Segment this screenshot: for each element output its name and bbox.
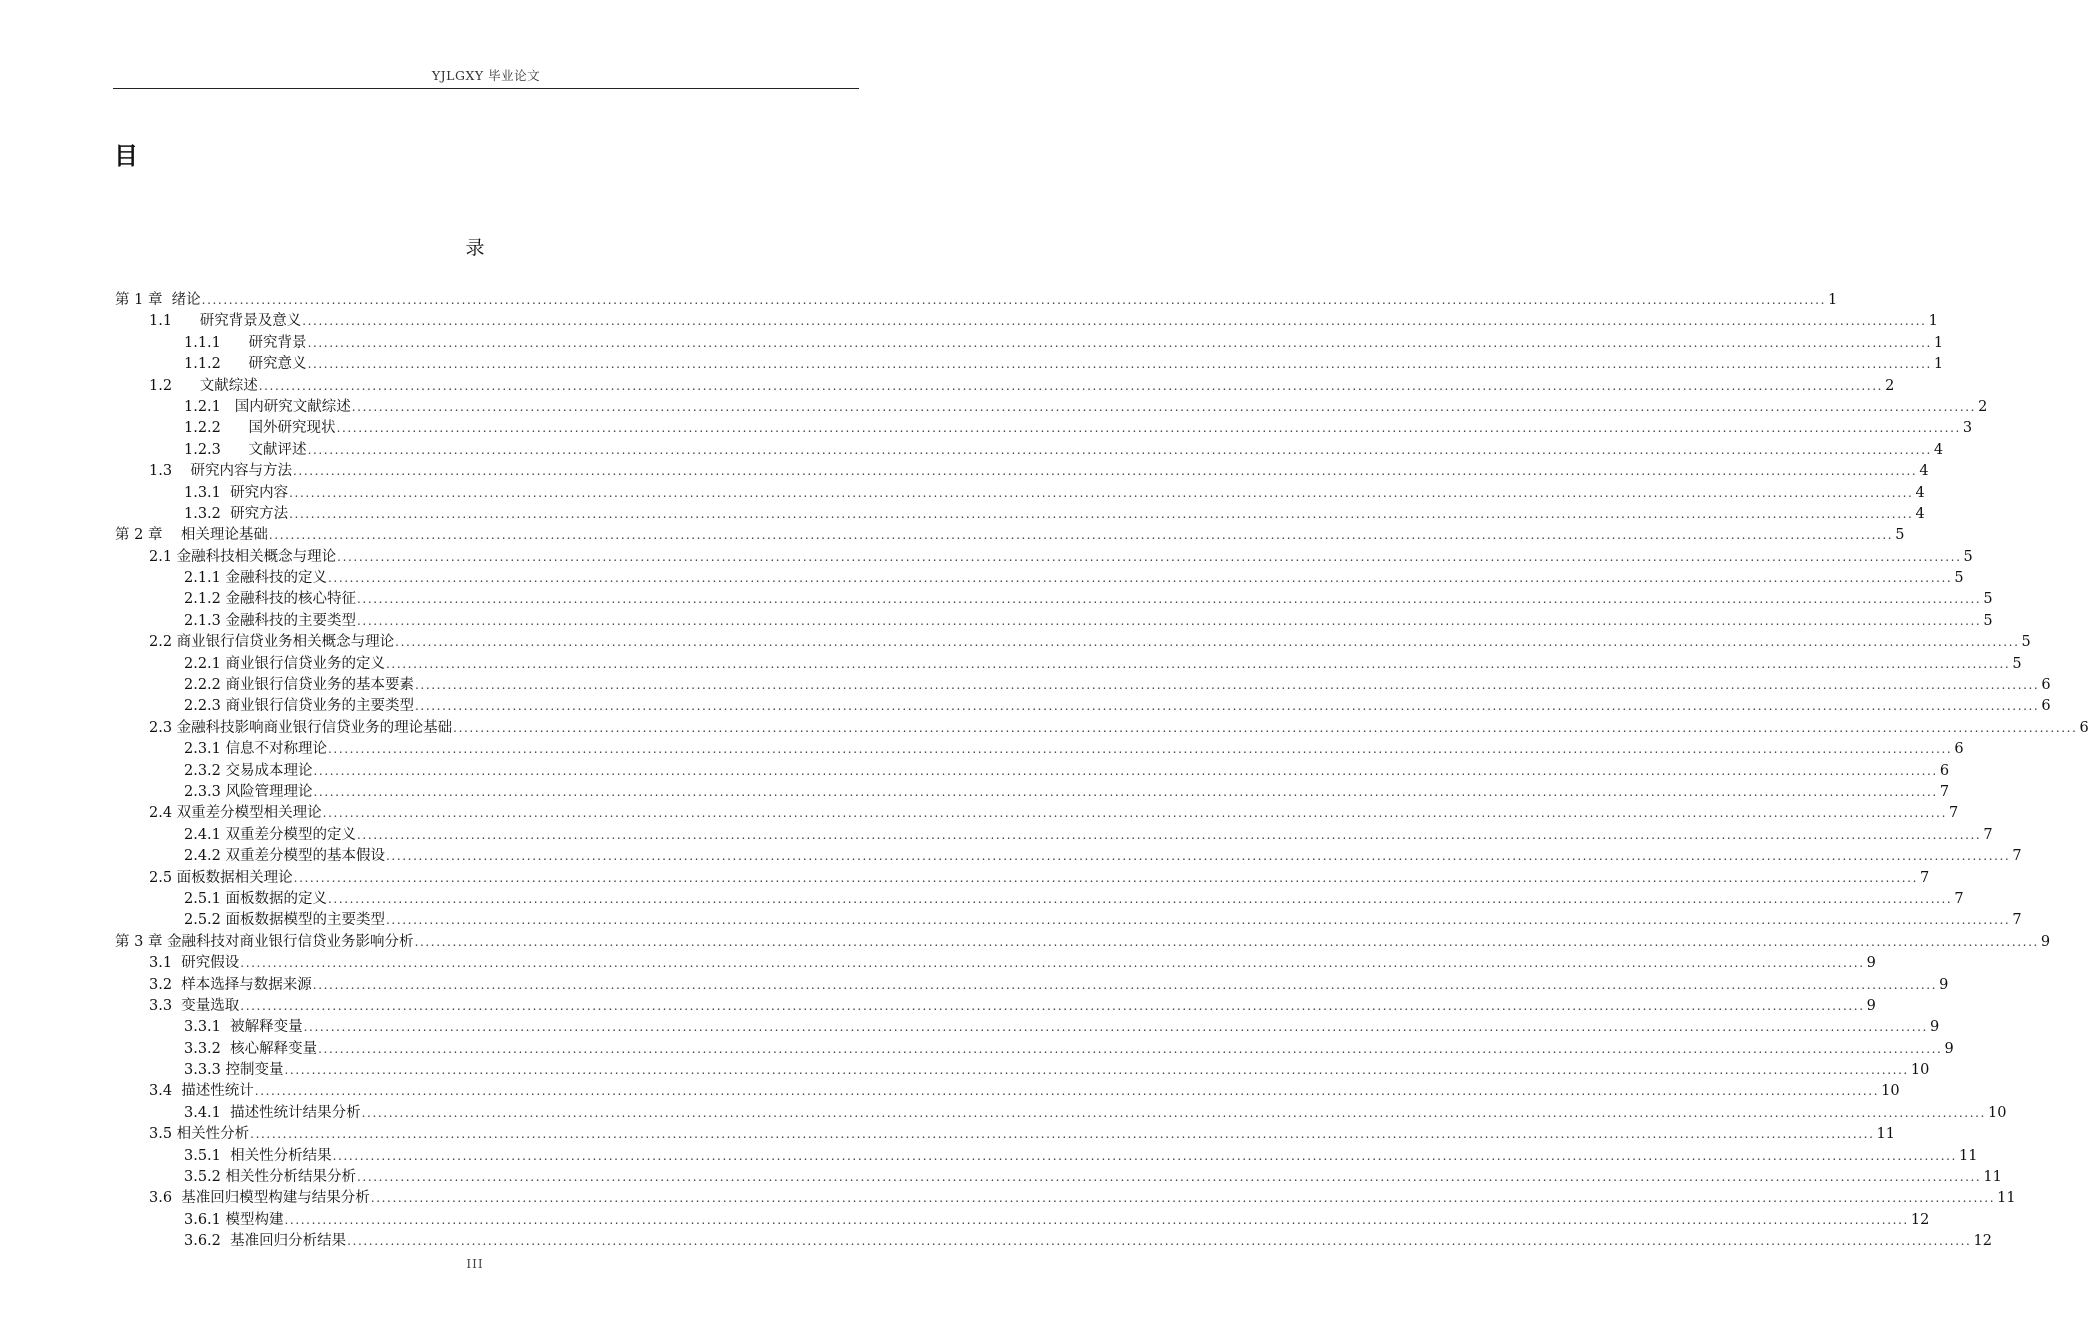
toc-entry-page: 12 — [1973, 1233, 1992, 1250]
toc-entry-page: 5 — [1895, 527, 1905, 544]
toc-dot-leader: ............................................................................................................................................................................................................................................................................................................ — [328, 891, 1953, 906]
toc-entry-label: 2.5.2 面板数据模型的主要类型 — [184, 912, 386, 929]
toc-entry[interactable] — [113, 825, 1993, 846]
toc-entry-page: 5 — [2021, 634, 2031, 651]
toc-entry[interactable] — [113, 1188, 2016, 1209]
toc-entry[interactable] — [113, 996, 1876, 1017]
toc-entry[interactable] — [113, 290, 1838, 311]
toc-dot-leader: ............................................................................................................................................................................................................................................................................................................ — [240, 998, 1865, 1013]
toc-dot-leader: ............................................................................................................................................................................................................................................................................................................ — [313, 784, 1938, 799]
toc-entry-page: 6 — [2041, 698, 2051, 715]
toc-dot-leader: ............................................................................................................................................................................................................................................................................................................ — [415, 699, 2040, 714]
toc-entry-label: 3.5 相关性分析 — [149, 1126, 250, 1143]
toc-entry-label: 2.4.2 双重差分模型的基本假设 — [184, 848, 386, 865]
toc-entry-label: 1.2 文献综述 — [149, 377, 258, 394]
toc-entry-label: 3.3.3 控制变量 — [184, 1062, 284, 1079]
toc-dot-leader: ............................................................................................................................................................................................................................................................................................................ — [332, 1148, 1957, 1163]
toc-entry[interactable] — [113, 654, 2022, 675]
toc-entry-label: 3.6.2 基准回归分析结果 — [184, 1233, 347, 1250]
toc-entry-page: 10 — [1910, 1062, 1930, 1079]
toc-dot-leader: ............................................................................................................................................................................................................................................................................................................ — [357, 1170, 1982, 1185]
toc-entry[interactable] — [113, 1124, 1895, 1145]
toc-dot-leader: ............................................................................................................................................................................................................................................................................................................ — [395, 635, 2020, 650]
toc-dot-leader: ............................................................................................................................................................................................................................................................................................................ — [201, 293, 1827, 307]
toc-entry[interactable] — [113, 718, 2089, 739]
toc-entry-label: 1.3.1 研究内容 — [184, 484, 289, 501]
toc-entry-label: 第 3 章 金融科技对商业银行信贷业务影响分析 — [115, 933, 414, 950]
toc-entry-label: 2.1.1 金融科技的定义 — [184, 570, 328, 587]
toc-entry[interactable] — [113, 782, 1950, 803]
toc-entry-page: 5 — [1983, 591, 1993, 608]
toc-entry-label: 3.6 基准回归模型构建与结果分析 — [149, 1190, 370, 1207]
toc-entry-label: 1.2.1 国内研究文献综述 — [184, 398, 351, 415]
toc-dot-leader: ............................................................................................................................................................................................................................................................................................................ — [347, 1234, 1972, 1249]
toc-entry-label: 2.1.2 金融科技的核心特征 — [184, 591, 357, 608]
toc-entry-page: 11 — [1958, 1147, 1978, 1164]
toc-entry-page: 6 — [2041, 677, 2051, 694]
toc-dot-leader: ............................................................................................................................................................................................................................................................................................................ — [302, 314, 1927, 329]
toc-entry-label: 3.5.1 相关性分析结果 — [184, 1147, 332, 1164]
toc-entry-label: 1.1.1 研究背景 — [184, 334, 307, 351]
toc-dot-leader: ............................................................................................................................................................................................................................................................................................................ — [289, 506, 1914, 521]
toc-dot-leader: ............................................................................................................................................................................................................................................................................................................ — [250, 1127, 1875, 1142]
toc-entry-page: 7 — [1949, 805, 1959, 822]
toc-entry-label: 2.4 双重差分模型相关理论 — [149, 805, 322, 822]
toc-entry-page: 5 — [2012, 655, 2022, 672]
toc-entry-page: 9 — [1929, 1019, 1940, 1036]
toc-entry-label: 第 2 章 相关理论基础 — [115, 527, 268, 544]
toc-entry-label: 3.3.2 核心解释变量 — [184, 1040, 318, 1057]
toc-entry-page: 6 — [2079, 719, 2089, 736]
toc-entry[interactable] — [113, 461, 1929, 482]
toc-entry-label: 2.3.2 交易成本理论 — [184, 762, 313, 779]
toc-dot-leader: ............................................................................................................................................................................................................................................................................................................ — [351, 399, 1977, 414]
toc-entry-page: 12 — [1910, 1211, 1930, 1228]
toc-entry-label: 3.2 样本选择与数据来源 — [149, 976, 312, 993]
toc-entry[interactable] — [113, 525, 1905, 546]
toc-entry[interactable] — [113, 1146, 1978, 1167]
toc-entry[interactable] — [113, 1210, 1930, 1231]
toc-entry-page: 10 — [1987, 1104, 2007, 1121]
toc-entry[interactable] — [113, 739, 1964, 760]
toc-entry[interactable] — [113, 1039, 1954, 1060]
toc-entry[interactable] — [113, 311, 1938, 332]
toc-entry[interactable] — [113, 1231, 1992, 1252]
toc-entry[interactable] — [113, 418, 1973, 439]
toc-entry-page: 9 — [1866, 955, 1876, 972]
toc-entry-label: 1.2.3 文献评述 — [184, 441, 307, 458]
toc-entry-label: 1.3.2 研究方法 — [184, 505, 289, 522]
toc-entry-page: 2 — [1978, 398, 1988, 415]
toc-entry[interactable] — [113, 889, 1964, 910]
toc-entry-label: 3.1 研究假设 — [149, 955, 240, 972]
toc-dot-leader: ............................................................................................................................................................................................................................................................................................................ — [361, 1105, 1986, 1120]
toc-entry-label: 2.2 商业银行信贷业务相关概念与理论 — [149, 634, 395, 651]
toc-entry[interactable] — [113, 953, 1876, 974]
toc-entry-page: 6 — [1939, 762, 1950, 779]
toc-dot-leader: ............................................................................................................................................................................................................................................................................................................ — [318, 1041, 1943, 1056]
toc-entry[interactable] — [113, 397, 1988, 418]
toc-entry-label: 2.3.1 信息不对称理论 — [184, 741, 328, 758]
toc-entry-label: 第 1 章 绪论 — [115, 292, 201, 308]
toc-entry-page: 5 — [1983, 612, 1993, 629]
toc-entry-label: 2.4.1 双重差分模型的定义 — [184, 826, 357, 843]
toc-entry[interactable] — [113, 846, 2022, 867]
toc-entry-label: 1.3 研究内容与方法 — [149, 463, 292, 480]
toc-dot-leader: ............................................................................................................................................................................................................................................................................................................ — [386, 913, 2011, 928]
toc-dot-leader: ............................................................................................................................................................................................................................................................................................................ — [328, 742, 1953, 757]
running-header: YJLGXY 毕业论文 — [431, 68, 541, 83]
toc-entry-label: 3.3.1 被解释变量 — [184, 1019, 303, 1036]
toc-dot-leader: ............................................................................................................................................................................................................................................................................................................ — [328, 571, 1953, 586]
toc-entry-page: 1 — [1828, 292, 1838, 308]
toc-entry-label: 3.6.1 模型构建 — [184, 1211, 284, 1228]
toc-dot-leader: ............................................................................................................................................................................................................................................................................................................ — [307, 335, 1932, 350]
toc-entry-label: 1.1 研究背景及意义 — [149, 313, 302, 330]
toc-dot-leader: ............................................................................................................................................................................................................................................................................................................ — [357, 613, 1982, 628]
toc-entry-page: 7 — [1954, 890, 1964, 907]
toc-entry-page: 4 — [1915, 505, 1925, 522]
toc-entry-page: 1 — [1933, 356, 1944, 373]
toc-entry-page: 2 — [1885, 377, 1895, 394]
toc-dot-leader: ............................................................................................................................................................................................................................................................................................................ — [414, 934, 2039, 949]
toc-entry-page: 1 — [1933, 334, 1944, 351]
toc-entry-page: 1 — [1928, 313, 1938, 330]
toc-entry-label: 2.5 面板数据相关理论 — [149, 869, 293, 886]
toc-entry-label: 2.5.1 面板数据的定义 — [184, 890, 328, 907]
toc-dot-leader: ............................................................................................................................................................................................................................................................................................................ — [312, 977, 1938, 992]
toc-entry-page: 5 — [1963, 548, 1973, 565]
toc-dot-leader: ............................................................................................................................................................................................................................................................................................................ — [307, 357, 1932, 372]
toc-entry[interactable] — [113, 589, 1993, 610]
toc-dot-leader: ............................................................................................................................................................................................................................................................................................................ — [386, 656, 2011, 671]
toc-entry-label: 2.2.2 商业银行信贷业务的基本要素 — [184, 677, 415, 694]
toc-entry[interactable] — [113, 611, 1993, 632]
toc-dot-leader: ............................................................................................................................................................................................................................................................................................................ — [284, 1063, 1909, 1078]
toc-dot-leader: ............................................................................................................................................................................................................................................................................................................ — [293, 464, 1918, 479]
toc-entry-page: 7 — [1920, 869, 1930, 886]
toc-entry[interactable] — [113, 910, 2022, 931]
page-number: III — [466, 1257, 484, 1271]
toc-entry-label: 2.3 金融科技影响商业银行信贷业务的理论基础 — [149, 719, 453, 736]
toc-entry-page: 9 — [1939, 976, 1949, 993]
toc-entry-label: 1.2.2 国外研究现状 — [184, 420, 336, 437]
toc-entry[interactable] — [113, 547, 1973, 568]
toc-entry[interactable] — [113, 803, 1959, 824]
toc-entry-page: 4 — [1915, 484, 1925, 501]
toc-dot-leader: ............................................................................................................................................................................................................................................................................................................ — [268, 528, 1894, 543]
toc-entry-page: 3 — [1962, 420, 1973, 437]
toc-entry-page: 7 — [2012, 848, 2022, 865]
toc-dot-leader: ............................................................................................................................................................................................................................................................................................................ — [386, 849, 2011, 864]
toc-entry-page: 7 — [1939, 783, 1950, 800]
toc-entry-label: 3.3 变量选取 — [149, 997, 240, 1014]
toc-dot-leader: ............................................................................................................................................................................................................................................................................................................ — [453, 720, 2078, 735]
toc-dot-leader: ............................................................................................................................................................................................................................................................................................................ — [258, 378, 1884, 393]
toc-dot-leader: ............................................................................................................................................................................................................................................................................................................ — [337, 549, 1962, 564]
toc-dot-leader: ............................................................................................................................................................................................................................................................................................................ — [307, 442, 1932, 457]
toc-dot-leader: ............................................................................................................................................................................................................................................................................................................ — [289, 485, 1914, 500]
toc-entry[interactable] — [113, 333, 1944, 354]
toc-entry-page: 4 — [1933, 441, 1944, 458]
toc-dot-leader: ............................................................................................................................................................................................................................................................................................................ — [370, 1191, 1996, 1206]
toc-entry-label: 2.1.3 金融科技的主要类型 — [184, 612, 357, 629]
toc-dot-leader: ............................................................................................................................................................................................................................................................................................................ — [293, 870, 1919, 885]
toc-dot-leader: ............................................................................................................................................................................................................................................................................................................ — [357, 827, 1982, 842]
toc-dot-leader: ............................................................................................................................................................................................................................................................................................................ — [240, 956, 1865, 971]
header-rule — [113, 88, 859, 89]
toc-dot-leader: ............................................................................................................................................................................................................................................................................................................ — [336, 421, 1961, 436]
toc-entry[interactable] — [113, 868, 1930, 889]
toc-entry-label: 3.5.2 相关性分析结果分析 — [184, 1169, 357, 1186]
toc-entry-page: 9 — [1944, 1040, 1954, 1057]
table-of-contents — [113, 290, 2089, 1253]
toc-dot-leader: ............................................................................................................................................................................................................................................................................................................ — [254, 1084, 1880, 1099]
toc-entry-page: 6 — [1954, 741, 1964, 758]
toc-entry[interactable] — [113, 1103, 2007, 1124]
toc-entry[interactable] — [113, 932, 2051, 953]
toc-entry[interactable] — [113, 1060, 1930, 1081]
toc-entry-page: 11 — [1997, 1190, 2016, 1207]
toc-entry-label: 2.2.3 商业银行信贷业务的主要类型 — [184, 698, 415, 715]
toc-title-part1: 目 — [114, 141, 138, 170]
toc-dot-leader: ............................................................................................................................................................................................................................................................................................................ — [303, 1020, 1928, 1035]
toc-entry-page: 7 — [2012, 912, 2022, 929]
toc-dot-leader: ............................................................................................................................................................................................................................................................................................................ — [322, 806, 1948, 821]
toc-entry-label: 2.3.3 风险管理理论 — [184, 783, 313, 800]
toc-entry[interactable] — [113, 632, 2031, 653]
toc-entry[interactable] — [113, 761, 1950, 782]
toc-entry-label: 3.4.1 描述性统计结果分析 — [184, 1104, 361, 1121]
toc-dot-leader: ............................................................................................................................................................................................................................................................................................................ — [313, 763, 1938, 778]
toc-entry-page: 7 — [1983, 826, 1993, 843]
toc-entry-page: 9 — [1866, 997, 1876, 1014]
toc-entry-label: 3.4 描述性统计 — [149, 1083, 254, 1100]
toc-entry-page: 4 — [1919, 463, 1929, 480]
toc-entry-label: 2.2.1 商业银行信贷业务的定义 — [184, 655, 386, 672]
toc-entry[interactable] — [113, 696, 2051, 717]
toc-entry[interactable] — [113, 975, 1949, 996]
toc-entry[interactable] — [113, 568, 1964, 589]
toc-dot-leader: ............................................................................................................................................................................................................................................................................................................ — [357, 592, 1982, 607]
toc-entry-page: 10 — [1881, 1083, 1900, 1100]
toc-entry[interactable] — [113, 1017, 1940, 1038]
toc-entry[interactable] — [113, 483, 1925, 504]
toc-entry[interactable] — [113, 504, 1925, 525]
toc-entry-page: 5 — [1954, 570, 1964, 587]
toc-entry-page: 11 — [1876, 1126, 1895, 1143]
toc-entry[interactable] — [113, 376, 1895, 397]
toc-title-part2: 录 — [465, 237, 485, 259]
toc-dot-leader: ............................................................................................................................................................................................................................................................................................................ — [415, 678, 2040, 693]
toc-entry[interactable] — [113, 675, 2051, 696]
toc-entry[interactable] — [113, 1081, 1900, 1102]
toc-entry-label: 1.1.2 研究意义 — [184, 356, 307, 373]
toc-entry-page: 11 — [1983, 1169, 2002, 1186]
toc-entry[interactable] — [113, 440, 1944, 461]
toc-entry[interactable] — [113, 354, 1944, 375]
toc-dot-leader: ............................................................................................................................................................................................................................................................................................................ — [284, 1212, 1909, 1227]
toc-entry[interactable] — [113, 1167, 2002, 1188]
toc-entry-label: 2.1 金融科技相关概念与理论 — [149, 548, 337, 565]
toc-entry-page: 9 — [2040, 933, 2051, 950]
